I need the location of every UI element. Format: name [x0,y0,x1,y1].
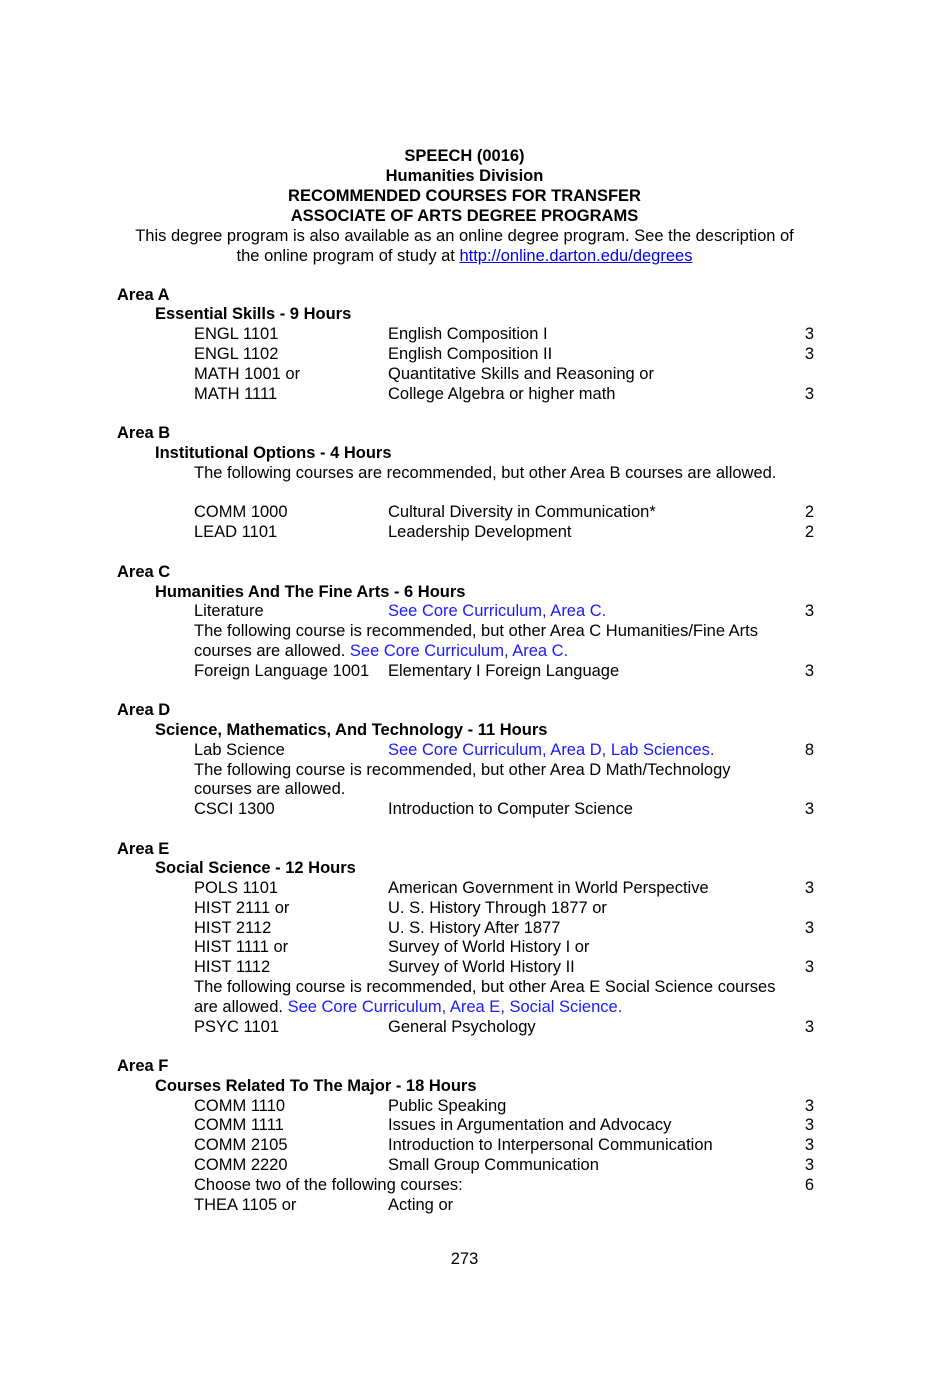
degree-heading: ASSOCIATE OF ARTS DEGREE PROGRAMS [290,207,639,225]
course-title: Survey of World History II [388,958,575,976]
course-title: College Algebra or higher math [388,385,616,403]
area-e-label: Area E [117,840,170,858]
course-code: HIST 2111 or [194,899,290,917]
area-a-heading: Essential Skills - 9 Hours [155,305,352,323]
area-f-label: Area F [117,1057,169,1075]
course-hours: 3 [804,1097,814,1115]
area-e-note: The following course is recommended, but other Area E Social Science courses [194,978,776,996]
course-code: ENGL 1102 [194,345,279,363]
course-title: U. S. History Through 1877 or [388,899,607,917]
area-c-note [194,641,568,661]
course-code: COMM 1000 [194,503,288,521]
choose-courses-note: Choose two of the following courses: [194,1176,463,1194]
course-code: MATH 1111 [194,385,278,403]
course-title: Introduction to Computer Science [388,800,633,818]
intro-line-2-text: the online program of study at [236,247,460,265]
course-code: HIST 1111 or [194,938,289,956]
course-hours: 3 [804,879,814,897]
division-name: Humanities Division [385,167,544,185]
intro-line-1: This degree program is also available as an online degree program. See the description of [135,227,794,245]
core-curriculum-link[interactable]: See Core Curriculum, Area E, Social Science. [287,998,623,1016]
core-curriculum-link[interactable]: See Core Curriculum, Area D, Lab Sciences. [388,741,715,759]
course-code: ENGL 1101 [194,325,279,343]
course-hours: 6 [804,1176,814,1194]
course-title: English Composition II [388,345,553,363]
course-code: Literature [194,602,264,620]
course-code: Lab Science [194,741,285,759]
course-title: U. S. History After 1877 [388,919,561,937]
page-number: 273 [450,1250,479,1268]
course-hours: 3 [804,385,814,403]
course-code: LEAD 1101 [194,523,278,541]
course-title: English Composition I [388,325,548,343]
core-curriculum-link[interactable]: See Core Curriculum, Area C. [388,602,607,620]
course-hours: 3 [804,345,814,363]
course-code: COMM 2105 [194,1136,288,1154]
area-c-label: Area C [117,563,171,581]
course-code: POLS 1101 [194,879,279,897]
area-e-note [194,997,622,1017]
course-title: Small Group Communication [388,1156,599,1174]
course-title: Issues in Argumentation and Advocacy [388,1116,672,1134]
course-code: COMM 1111 [194,1116,284,1134]
course-code: Foreign Language 1001 [194,662,370,680]
course-title: Leadership Development [388,523,572,541]
area-b-label: Area B [117,424,171,442]
intro-line-2 [0,246,929,266]
course-hours: 2 [804,503,814,521]
course-code: HIST 1112 [194,958,271,976]
course-code: PSYC 1101 [194,1018,279,1036]
area-f-heading: Courses Related To The Major - 18 Hours [155,1077,477,1095]
course-hours: 3 [804,1156,814,1174]
course-code: THEA 1105 or [194,1196,297,1214]
course-hours: 3 [804,662,814,680]
course-code: COMM 2220 [194,1156,288,1174]
course-title: Elementary I Foreign Language [388,662,620,680]
course-hours: 3 [804,325,814,343]
course-hours: 3 [804,1018,814,1036]
area-b-note: The following courses are recommended, but other Area B courses are allowed. [194,464,777,482]
course-title: Introduction to Interpersonal Communication [388,1136,713,1154]
course-title: Public Speaking [388,1097,507,1115]
core-curriculum-link[interactable]: See Core Curriculum, Area C. [349,642,569,660]
course-hours: 3 [804,1116,814,1134]
course-title: Acting or [388,1196,454,1214]
course-code: MATH 1001 or [194,365,301,383]
area-a-label: Area A [117,286,170,304]
area-b-heading: Institutional Options - 4 Hours [155,444,392,462]
area-c-note: The following course is recommended, but other Area C Humanities/Fine Arts [194,622,759,640]
course-title: American Government in World Perspective [388,879,709,897]
course-hours: 3 [804,602,814,620]
area-d-note: The following course is recommended, but other Area D Math/Technology [194,761,731,779]
recommended-heading: RECOMMENDED COURSES FOR TRANSFER [288,187,641,205]
course-hours: 3 [804,1136,814,1154]
area-e-heading: Social Science - 12 Hours [155,859,356,877]
course-title: General Psychology [388,1018,536,1036]
course-title: Survey of World History I or [388,938,590,956]
note-text: courses are allowed. [194,642,350,660]
course-hours: 2 [804,523,814,541]
area-d-note: courses are allowed. [194,780,346,798]
program-title: SPEECH (0016) [404,147,525,165]
course-hours: 3 [804,800,814,818]
area-c-heading: Humanities And The Fine Arts - 6 Hours [155,583,466,601]
course-code: COMM 1110 [194,1097,286,1115]
course-hours: 3 [804,958,814,976]
note-text: are allowed. [194,998,288,1016]
course-title: Cultural Diversity in Communication* [388,503,656,521]
course-hours: 8 [804,741,814,759]
course-title: Quantitative Skills and Reasoning or [388,365,654,383]
course-code: CSCI 1300 [194,800,275,818]
course-code: HIST 2112 [194,919,272,937]
course-hours: 3 [804,919,814,937]
area-d-label: Area D [117,701,171,719]
online-degrees-link[interactable]: http://online.darton.edu/degrees [459,247,693,265]
area-d-heading: Science, Mathematics, And Technology - 11 Hours [155,721,548,739]
